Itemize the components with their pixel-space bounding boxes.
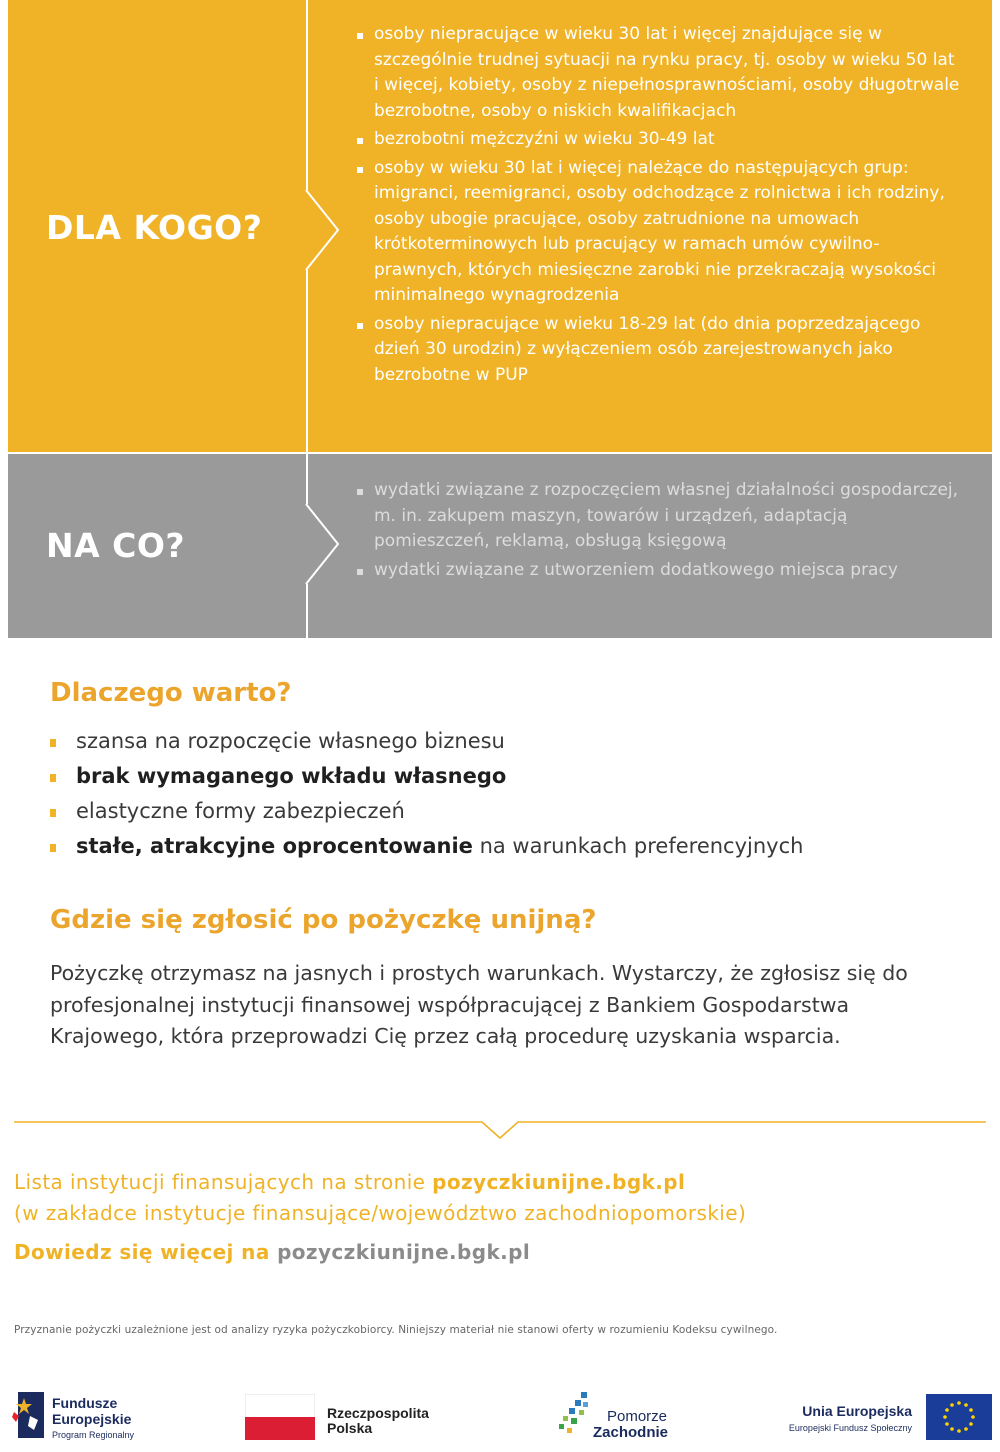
- separator-line: [14, 1110, 986, 1140]
- gdzie-heading: Gdzie się zgłosić po pożyczkę unijną?: [50, 905, 597, 935]
- fe-star-icon: [10, 1390, 46, 1440]
- chevron-right-icon: [304, 504, 344, 584]
- pz-line1: Pomorze: [607, 1408, 668, 1425]
- benefits-list: [50, 726, 803, 866]
- info-line-1: [14, 1170, 685, 1194]
- dlaczego-warto-heading: Dlaczego warto?: [50, 678, 292, 708]
- list-item: bezrobotni mężczyźni w wieku 30-49 lat: [354, 127, 962, 153]
- list-item: [50, 796, 803, 831]
- dla-kogo-title: DLA KOGO?: [46, 208, 263, 247]
- fundusze-europejskie-logo: [10, 1390, 170, 1445]
- rp-line2: Polska: [327, 1420, 373, 1436]
- info-text: Lista instytucji finansujących na stronie: [14, 1170, 433, 1194]
- benefit-text: szansa na rozpoczęcie własnego biznesu: [76, 729, 505, 753]
- list-item: [50, 726, 803, 761]
- list-item: osoby niepracujące w wieku 18-29 lat (do dnia poprzedzającego dzień 30 urodzin) z wyłączeniem osób zarejestrowanych jako bezrobotne w PUP: [354, 312, 962, 389]
- na-co-section: [8, 454, 992, 638]
- info-text: Dowiedz się więcej na: [14, 1240, 278, 1264]
- pz-line2: Zachodnie: [593, 1424, 669, 1441]
- polish-flag-icon: [245, 1394, 315, 1440]
- list-item: wydatki związane z utworzeniem dodatkowego miejsca pracy: [354, 558, 962, 584]
- list-item: [50, 761, 803, 796]
- eu-flag-icon: [926, 1394, 992, 1440]
- fe-line1: Fundusze: [52, 1395, 118, 1411]
- pomorze-mosaic-icon: [555, 1390, 597, 1440]
- list-item: osoby w wieku 30 lat i więcej należące do następujących grup: imigranci, reemigranci, osoby odchodzące z rolnictwa i ich rodziny, osoby ubogie pracujące, osoby zatrudnione na umowach krótkoterminowych lub pracujący w ramach umów cywilno-prawnych, których miesięczne zarobki nie przekraczają wysokości minimalnego wynagrodzenia: [354, 156, 962, 309]
- ue-sub: Europejski Fundusz Społeczny: [788, 1423, 912, 1433]
- dla-kogo-list: [354, 22, 962, 391]
- fe-sub: Program Regionalny: [52, 1430, 135, 1440]
- disclaimer: Przyznanie pożyczki uzależnione jest od analizy ryzyka pożyczkobiorcy. Niniejszy materiał nie stanowi oferty w rozumieniu Kodeksu cywilnego.: [14, 1324, 778, 1336]
- list-item: osoby niepracujące w wieku 30 lat i więcej znajdujące się w szczególnie trudnej sytuacji na rynku pracy, tj. osoby w wieku 50 lat i więcej, kobiety, osoby z niepełnosprawnościami, osoby długotrwale bezrobotne, osoby o niskich kwalifikacjach: [354, 22, 962, 124]
- gdzie-paragraph: Pożyczkę otrzymasz na jasnych i prostych warunkach. Wystarczy, że zgłosisz się do profesjonalnej instytucji finansowej współpracującej z Bankiem Gospodarstwa Krajowego, która przeprowadzi Cię przez całą procedurę uzyskania wsparcia.: [50, 961, 908, 1048]
- na-co-title: NA CO?: [46, 526, 186, 565]
- list-item: wydatki związane z rozpoczęciem własnej działalności gospodarczej, m. in. zakupem maszyn, towarów i urządzeń, adaptacją pomieszczeń, reklamą, obsługą księgową: [354, 478, 962, 555]
- info-line-2: (w zakładce instytucje finansujące/województwo zachodniopomorskie): [14, 1201, 747, 1225]
- rzeczpospolita-polska-logo: [245, 1390, 465, 1445]
- chevron-right-icon: [304, 190, 344, 270]
- website-link[interactable]: pozyczkiunijne.bgk.pl: [277, 1240, 531, 1264]
- ue-line1: Unia Europejska: [802, 1403, 912, 1419]
- website-link[interactable]: pozyczkiunijne.bgk.pl: [432, 1170, 686, 1194]
- benefit-text: na warunkach preferencyjnych: [472, 834, 804, 858]
- na-co-list: [354, 478, 962, 586]
- benefit-text-bold: stałe, atrakcyjne oprocentowanie: [76, 834, 473, 858]
- dla-kogo-section: [8, 0, 992, 452]
- benefit-text: brak wymaganego wkładu własnego: [76, 764, 507, 788]
- unia-europejska-logo: [770, 1390, 992, 1445]
- fe-line2: Europejskie: [52, 1411, 132, 1427]
- pomorze-zachodnie-logo: [555, 1390, 705, 1445]
- benefit-text: elastyczne formy zabezpieczeń: [76, 799, 405, 823]
- rp-line1: Rzeczpospolita: [327, 1405, 429, 1421]
- info-line-3: [14, 1240, 530, 1264]
- list-item: [50, 831, 803, 866]
